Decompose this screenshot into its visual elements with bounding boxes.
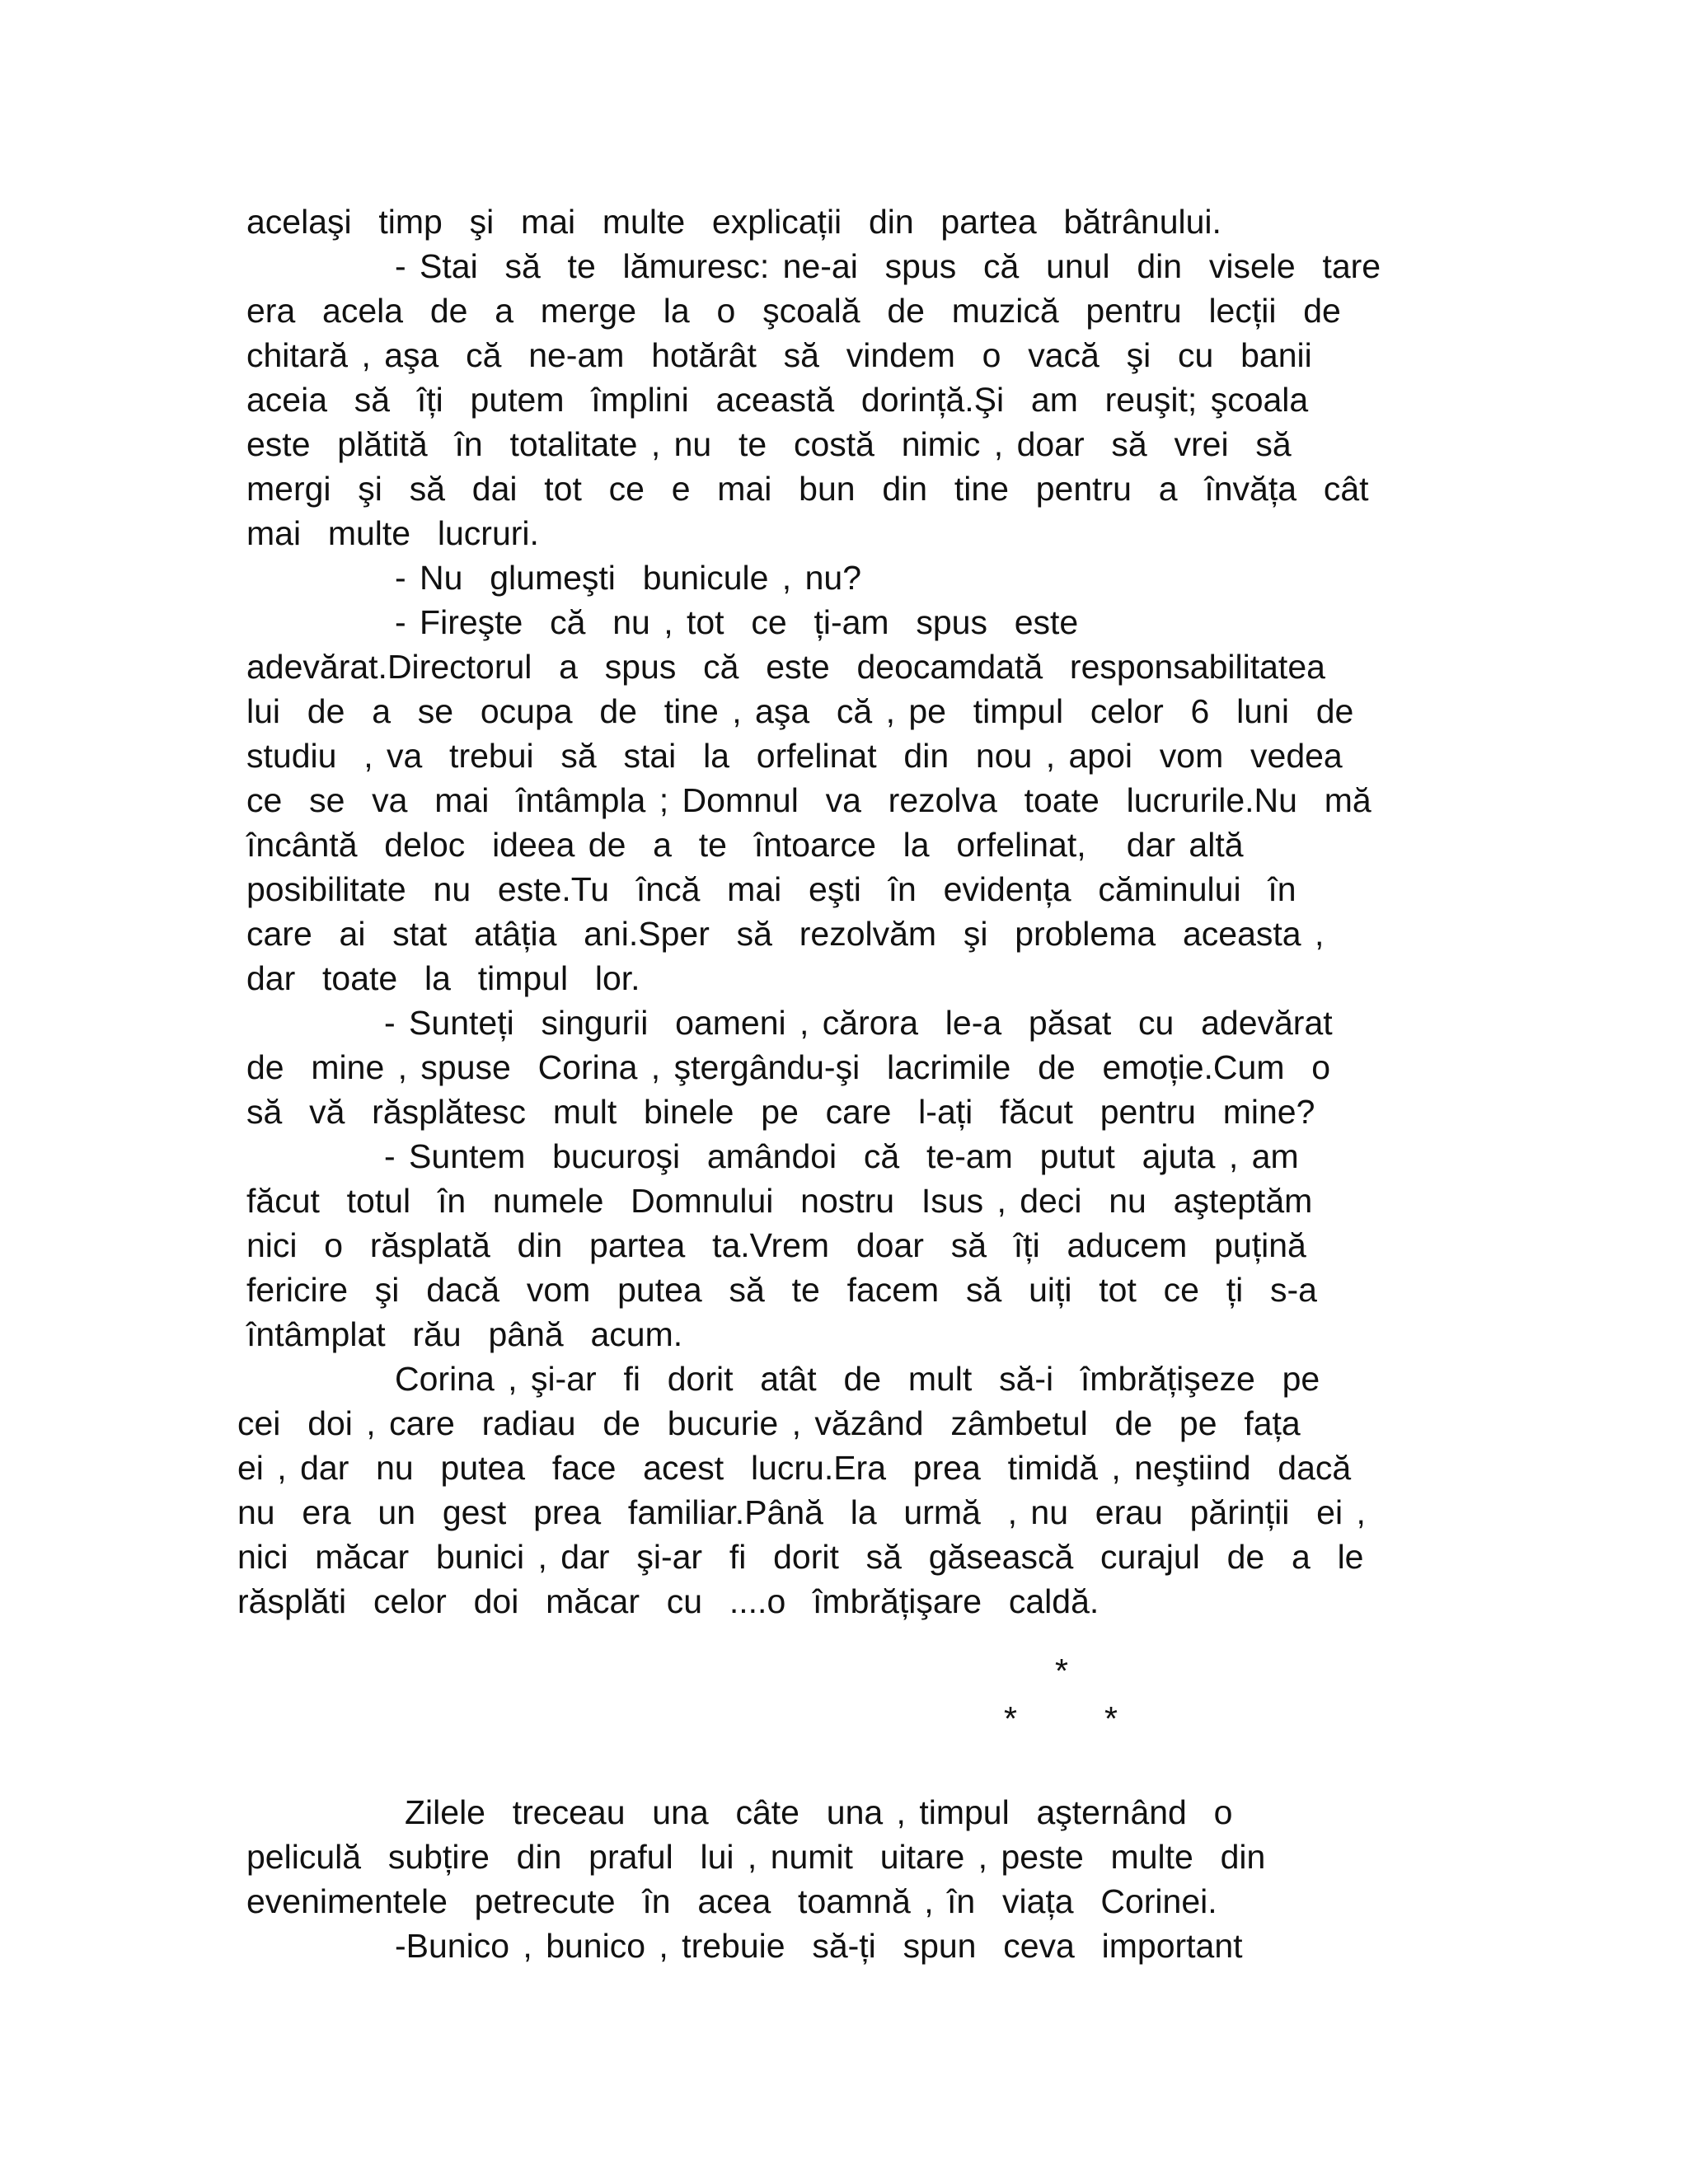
text-line: -Bunico , bunico , trebuie să-ți spun ceva important: [395, 1927, 1243, 1965]
text-line: care ai stat atâția ani.Sper să rezolvăm şi problema aceasta ,: [246, 915, 1325, 953]
text-line: răsplăti celor doi măcar cu ....o îmbrățişare caldă.: [237, 1582, 1100, 1620]
text-line: era acela de a merge la o şcoală de muzică pentru lecții de: [246, 292, 1341, 330]
text-line: - Sunteți singurii oameni , cărora le-a păsat cu adevărat: [384, 1004, 1333, 1042]
text-line: făcut totul în numele Domnului nostru Isus , deci nu aşteptăm: [246, 1182, 1313, 1220]
text-line: posibilitate nu este.Tu încă mai eşti în evidența căminului în: [246, 870, 1296, 908]
text-line: aceia să îți putem împlini această dorință.Şi am reuşit; şcoala: [246, 381, 1309, 419]
text-line: mergi şi să dai tot ce e mai bun din tine pentru a învăța cât: [246, 470, 1369, 508]
text-line: este plătită în totalitate , nu te costă nimic , doar să vrei să: [246, 425, 1292, 463]
text-line: adevărat.Directorul a spus că este deocamdată responsabilitatea: [246, 648, 1325, 686]
text-line: de mine , spuse Corina , ştergându-şi lacrimile de emoție.Cum o: [246, 1048, 1331, 1086]
text-line: - Suntem bucuroşi amândoi că te-am putut ajuta , am: [384, 1137, 1299, 1175]
text-line: studiu , va trebui să stai la orfelinat din nou , apoi vom vedea: [246, 737, 1343, 775]
text-line: dar toate la timpul lor.: [246, 959, 640, 997]
separator-star: *: [1104, 1699, 1118, 1737]
text-line: ce se va mai întâmpla ; Domnul va rezolva toate lucrurile.Nu mă: [246, 781, 1372, 819]
text-line: nici o răsplată din partea ta.Vrem doar să îți aducem puțină: [246, 1226, 1306, 1264]
text-line: întâmplat rău până acum.: [246, 1315, 683, 1353]
text-line: mai multe lucruri.: [246, 514, 539, 552]
text-line: ei , dar nu putea face acest lucru.Era prea timidă , neştiind dacă: [237, 1449, 1352, 1487]
text-line: - Fireşte că nu , tot ce ți-am spus este: [395, 603, 1079, 641]
text-line: acelaşi timp şi mai multe explicații din partea bătrânului.: [246, 203, 1221, 241]
text-line: chitară , aşa că ne-am hotărât să vindem o vacă şi cu banii: [246, 336, 1312, 374]
text-line: - Stai să te lămuresc: ne-ai spus că unul din visele tare: [395, 247, 1381, 285]
text-line: fericire şi dacă vom putea să te facem să uiți tot ce ți s-a: [246, 1271, 1317, 1309]
text-line: Corina , şi-ar fi dorit atât de mult să-i îmbrățişeze pe: [395, 1360, 1320, 1398]
text-line: încântă deloc ideea de a te întoarce la orfelinat, dar altă: [246, 826, 1244, 864]
separator-star: *: [1055, 1652, 1068, 1690]
text-line: nu era un gest prea familiar.Până la urmă , nu erau părinții ei ,: [237, 1493, 1366, 1531]
text-line: evenimentele petrecute în acea toamnă , în viața Corinei.: [246, 1882, 1217, 1920]
text-line: nici măcar bunici , dar şi-ar fi dorit să găsească curajul de a le: [237, 1538, 1364, 1576]
text-line: Zilele treceau una câte una , timpul aşternând o: [405, 1793, 1233, 1831]
text-line: - Nu glumeşti bunicule , nu?: [395, 559, 861, 597]
separator-star: *: [1004, 1699, 1017, 1737]
text-line: cei doi , care radiau de bucurie , văzând zâmbetul de pe fața: [237, 1404, 1301, 1442]
text-line: să vă răsplătesc mult binele pe care l-ați făcut pentru mine?: [246, 1093, 1315, 1131]
text-line: lui de a se ocupa de tine , aşa că , pe timpul celor 6 luni de: [246, 692, 1354, 730]
text-line: peliculă subțire din praful lui , numit uitare , peste multe din: [246, 1838, 1266, 1876]
